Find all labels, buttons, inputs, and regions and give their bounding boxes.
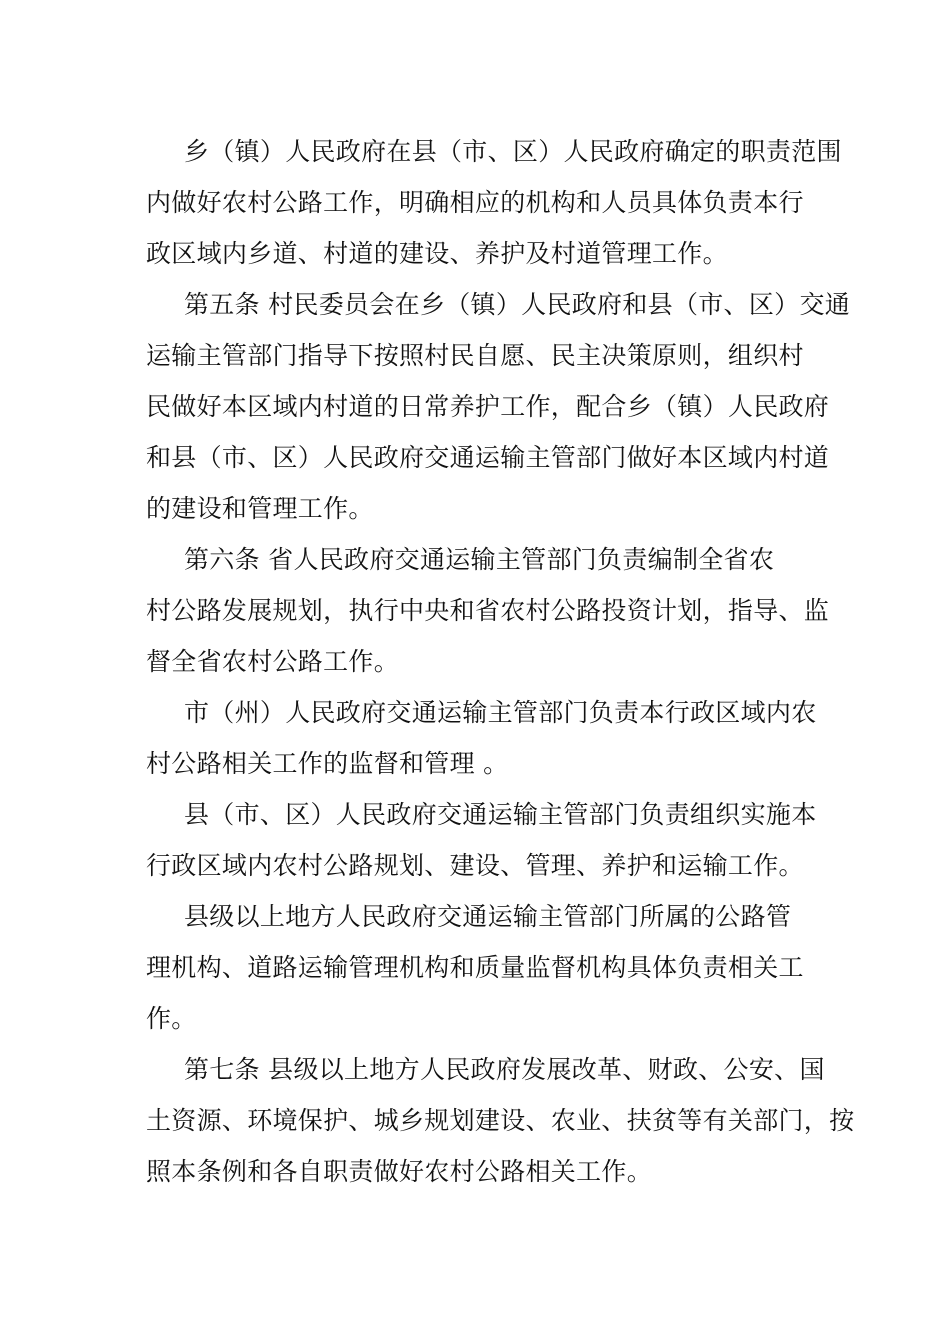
document-body	[146, 126, 855, 1197]
text-line: 第五条 村民委员会在乡（镇）人民政府和县（市、区）交通	[184, 290, 851, 319]
text-line: 和县（市、区）人民政府交通运输主管部门做好本区域内村道	[146, 443, 830, 472]
text-line: 运输主管部门指导下按照村民自愿、民主决策原则，组织村	[146, 341, 804, 370]
paragraph-article-6	[146, 534, 830, 687]
paragraph-county-department	[146, 789, 817, 891]
paragraph-city-department	[146, 687, 817, 789]
paragraph-article-7	[146, 1044, 855, 1197]
paragraph-article-5	[146, 279, 851, 534]
text-line: 行政区域内农村公路规划、建设、管理、养护和运输工作。	[146, 851, 804, 880]
text-line: 村公路相关工作的监督和管理 。	[146, 749, 509, 778]
text-line: 的建设和管理工作。	[146, 494, 374, 523]
text-line: 县级以上地方人民政府交通运输主管部门所属的公路管	[184, 902, 792, 931]
text-line: 村公路发展规划，执行中央和省农村公路投资计划，指导、监	[146, 596, 830, 625]
paragraph-township-duties	[146, 126, 842, 279]
text-line: 土资源、环境保护、城乡规划建设、农业、扶贫等有关部门，按	[146, 1106, 855, 1135]
text-line: 政区域内乡道、村道的建设、养护及村道管理工作。	[146, 239, 728, 268]
text-line: 照本条例和各自职责做好农村公路相关工作。	[146, 1157, 653, 1186]
text-line: 理机构、道路运输管理机构和质量监督机构具体负责相关工	[146, 953, 804, 982]
text-line: 作。	[146, 1004, 197, 1033]
text-line: 民做好本区域内村道的日常养护工作，配合乡（镇）人民政府	[146, 392, 830, 421]
text-line: 市（州）人民政府交通运输主管部门负责本行政区域内农	[184, 698, 817, 727]
text-line: 督全省农村公路工作。	[146, 647, 400, 676]
text-line: 乡（镇）人民政府在县（市、区）人民政府确定的职责范围	[184, 137, 842, 166]
text-line: 县（市、区）人民政府交通运输主管部门负责组织实施本	[184, 800, 817, 829]
paragraph-management-agencies	[146, 891, 808, 1044]
text-line: 第六条 省人民政府交通运输主管部门负责编制全省农	[184, 545, 775, 574]
text-line: 内做好农村公路工作，明确相应的机构和人员具体负责本行	[146, 188, 804, 217]
text-line: 第七条 县级以上地方人民政府发展改革、财政、公安、国	[184, 1055, 825, 1084]
